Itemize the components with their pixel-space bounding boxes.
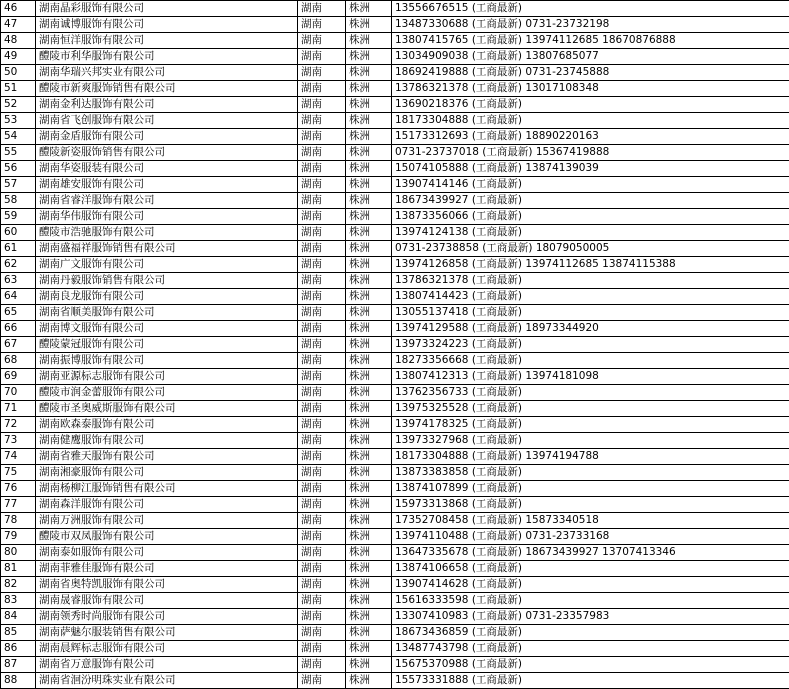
city-cell: 株洲 <box>346 65 392 81</box>
table-row[interactable] <box>1 465 789 481</box>
company-name-cell: 醴陵市圣奥威斯服饰有限公司 <box>36 401 298 417</box>
phone-cell: 13975325528 (工商最新) <box>392 401 789 417</box>
company-name-cell: 湖南金利达服饰有限公司 <box>36 97 298 113</box>
company-name-cell: 湖南省奥特凯服饰有限公司 <box>36 577 298 593</box>
phone-cell: 13487743798 (工商最新) <box>392 641 789 657</box>
city-cell: 株洲 <box>346 433 392 449</box>
province-cell: 湖南 <box>298 225 346 241</box>
table-row[interactable] <box>1 161 789 177</box>
city-cell: 株洲 <box>346 497 392 513</box>
phone-cell: 17352708458 (工商最新) 15873340518 <box>392 513 789 529</box>
phone-cell: 13786321378 (工商最新) <box>392 273 789 289</box>
row-number-cell: 52 <box>1 97 36 113</box>
row-number-cell: 84 <box>1 609 36 625</box>
table-row[interactable] <box>1 497 789 513</box>
row-number-cell: 75 <box>1 465 36 481</box>
province-cell: 湖南 <box>298 81 346 97</box>
city-cell: 株洲 <box>346 129 392 145</box>
phone-cell: 13874106658 (工商最新) <box>392 561 789 577</box>
row-number-cell: 46 <box>1 1 36 17</box>
province-cell: 湖南 <box>298 289 346 305</box>
table-row[interactable] <box>1 481 789 497</box>
table-row[interactable] <box>1 433 789 449</box>
province-cell: 湖南 <box>298 545 346 561</box>
city-cell: 株洲 <box>346 17 392 33</box>
city-cell: 株洲 <box>346 177 392 193</box>
province-cell: 湖南 <box>298 337 346 353</box>
company-name-cell: 湖南省睿洋服饰有限公司 <box>36 193 298 209</box>
company-name-cell: 湖南省雅天服饰有限公司 <box>36 449 298 465</box>
province-cell: 湖南 <box>298 209 346 225</box>
phone-cell: 13307410983 (工商最新) 0731-23357983 <box>392 609 789 625</box>
phone-cell: 13973324223 (工商最新) <box>392 337 789 353</box>
city-cell: 株洲 <box>346 321 392 337</box>
city-cell: 株洲 <box>346 529 392 545</box>
city-cell: 株洲 <box>346 657 392 673</box>
phone-cell: 13873356066 (工商最新) <box>392 209 789 225</box>
province-cell: 湖南 <box>298 129 346 145</box>
row-number-cell: 77 <box>1 497 36 513</box>
phone-cell: 18173304888 (工商最新) <box>392 113 789 129</box>
city-cell: 株洲 <box>346 161 392 177</box>
phone-cell: 18273356668 (工商最新) <box>392 353 789 369</box>
company-name-cell: 醴陵蒙冠服饰有限公司 <box>36 337 298 353</box>
phone-cell: 13974126858 (工商最新) 13974112685 13874115388 <box>392 257 789 273</box>
city-cell: 株洲 <box>346 417 392 433</box>
company-name-cell: 湖南菲雅佳服饰有限公司 <box>36 561 298 577</box>
province-cell: 湖南 <box>298 577 346 593</box>
company-name-cell: 醴陵市双凤服饰有限公司 <box>36 529 298 545</box>
city-cell: 株洲 <box>346 353 392 369</box>
phone-cell: 18692419888 (工商最新) 0731-23745888 <box>392 65 789 81</box>
row-number-cell: 72 <box>1 417 36 433</box>
province-cell: 湖南 <box>298 369 346 385</box>
table-row[interactable] <box>1 337 789 353</box>
company-name-cell: 湖南晨辉标志服饰有限公司 <box>36 641 298 657</box>
table-row[interactable] <box>1 113 789 129</box>
city-cell: 株洲 <box>346 369 392 385</box>
row-number-cell: 79 <box>1 529 36 545</box>
company-name-cell: 湖南良龙服饰有限公司 <box>36 289 298 305</box>
company-name-cell: 醴陵市浩驰服饰有限公司 <box>36 225 298 241</box>
table-row[interactable] <box>1 49 789 65</box>
company-name-cell: 湖南省顺美服饰有限公司 <box>36 305 298 321</box>
company-name-cell: 醴陵市新爽服饰销售有限公司 <box>36 81 298 97</box>
row-number-cell: 49 <box>1 49 36 65</box>
city-cell: 株洲 <box>346 561 392 577</box>
row-number-cell: 76 <box>1 481 36 497</box>
company-name-cell: 湖南领秀时尚服饰有限公司 <box>36 609 298 625</box>
table-row[interactable] <box>1 241 789 257</box>
province-cell: 湖南 <box>298 417 346 433</box>
company-name-cell: 湖南恒洋服饰有限公司 <box>36 33 298 49</box>
city-cell: 株洲 <box>346 257 392 273</box>
row-number-cell: 56 <box>1 161 36 177</box>
province-cell: 湖南 <box>298 97 346 113</box>
city-cell: 株洲 <box>346 81 392 97</box>
city-cell: 株洲 <box>346 593 392 609</box>
row-number-cell: 82 <box>1 577 36 593</box>
phone-cell: 13907414146 (工商最新) <box>392 177 789 193</box>
company-name-cell: 湖南丹毅服饰销售有限公司 <box>36 273 298 289</box>
city-cell: 株洲 <box>346 625 392 641</box>
province-cell: 湖南 <box>298 33 346 49</box>
company-name-cell: 醴陵新姿服饰销售有限公司 <box>36 145 298 161</box>
company-name-cell: 湖南晟睿服饰有限公司 <box>36 593 298 609</box>
city-cell: 株洲 <box>346 481 392 497</box>
city-cell: 株洲 <box>346 49 392 65</box>
company-name-cell: 湖南雄安服饰有限公司 <box>36 177 298 193</box>
phone-cell: 13647335678 (工商最新) 18673439927 13707413346 <box>392 545 789 561</box>
city-cell: 株洲 <box>346 577 392 593</box>
province-cell: 湖南 <box>298 145 346 161</box>
phone-cell: 13874107899 (工商最新) <box>392 481 789 497</box>
table-row[interactable] <box>1 65 789 81</box>
province-cell: 湖南 <box>298 497 346 513</box>
city-cell: 株洲 <box>346 513 392 529</box>
row-number-cell: 55 <box>1 145 36 161</box>
row-number-cell: 66 <box>1 321 36 337</box>
province-cell: 湖南 <box>298 17 346 33</box>
province-cell: 湖南 <box>298 241 346 257</box>
city-cell: 株洲 <box>346 1 392 17</box>
city-cell: 株洲 <box>346 225 392 241</box>
row-number-cell: 48 <box>1 33 36 49</box>
province-cell: 湖南 <box>298 625 346 641</box>
company-name-cell: 湖南振博服饰有限公司 <box>36 353 298 369</box>
table-row[interactable] <box>1 257 789 273</box>
company-name-cell: 醴陵市润金蕾服饰有限公司 <box>36 385 298 401</box>
row-number-cell: 86 <box>1 641 36 657</box>
city-cell: 株洲 <box>346 385 392 401</box>
phone-cell: 15973313868 (工商最新) <box>392 497 789 513</box>
table-row[interactable] <box>1 625 789 641</box>
phone-cell: 18673439927 (工商最新) <box>392 193 789 209</box>
province-cell: 湖南 <box>298 465 346 481</box>
row-number-cell: 59 <box>1 209 36 225</box>
province-cell: 湖南 <box>298 257 346 273</box>
phone-cell: 13487330688 (工商最新) 0731-23732198 <box>392 17 789 33</box>
table-row[interactable] <box>1 273 789 289</box>
city-cell: 株洲 <box>346 545 392 561</box>
city-cell: 株洲 <box>346 273 392 289</box>
table-row[interactable] <box>1 673 789 689</box>
table-row[interactable] <box>1 657 789 673</box>
company-name-cell: 湖南诚博服饰有限公司 <box>36 17 298 33</box>
province-cell: 湖南 <box>298 353 346 369</box>
phone-cell: 0731-23737018 (工商最新) 15367419888 <box>392 145 789 161</box>
province-cell: 湖南 <box>298 657 346 673</box>
company-name-cell: 湖南金盾服饰有限公司 <box>36 129 298 145</box>
row-number-cell: 88 <box>1 673 36 689</box>
province-cell: 湖南 <box>298 513 346 529</box>
row-number-cell: 65 <box>1 305 36 321</box>
province-cell: 湖南 <box>298 161 346 177</box>
table-row[interactable] <box>1 561 789 577</box>
table-row[interactable] <box>1 385 789 401</box>
phone-cell: 18173304888 (工商最新) 13974194788 <box>392 449 789 465</box>
phone-cell: 13974124138 (工商最新) <box>392 225 789 241</box>
table-row[interactable] <box>1 545 789 561</box>
company-name-cell: 湖南盛福祥服饰销售有限公司 <box>36 241 298 257</box>
city-cell: 株洲 <box>346 289 392 305</box>
table-row[interactable] <box>1 17 789 33</box>
phone-cell: 13974110488 (工商最新) 0731-23733168 <box>392 529 789 545</box>
phone-cell: 13786321378 (工商最新) 13017108348 <box>392 81 789 97</box>
city-cell: 株洲 <box>346 193 392 209</box>
company-name-cell: 湖南华姿服装有限公司 <box>36 161 298 177</box>
province-cell: 湖南 <box>298 1 346 17</box>
city-cell: 株洲 <box>346 449 392 465</box>
company-name-cell: 湖南健鹰服饰有限公司 <box>36 433 298 449</box>
row-number-cell: 87 <box>1 657 36 673</box>
company-name-cell: 湖南省万意服饰有限公司 <box>36 657 298 673</box>
row-number-cell: 51 <box>1 81 36 97</box>
city-cell: 株洲 <box>346 113 392 129</box>
row-number-cell: 57 <box>1 177 36 193</box>
province-cell: 湖南 <box>298 481 346 497</box>
province-cell: 湖南 <box>298 401 346 417</box>
row-number-cell: 54 <box>1 129 36 145</box>
row-number-cell: 80 <box>1 545 36 561</box>
phone-cell: 13762356733 (工商最新) <box>392 385 789 401</box>
province-cell: 湖南 <box>298 177 346 193</box>
row-number-cell: 71 <box>1 401 36 417</box>
phone-cell: 13907414628 (工商最新) <box>392 577 789 593</box>
province-cell: 湖南 <box>298 433 346 449</box>
table-row[interactable] <box>1 641 789 657</box>
table-row[interactable] <box>1 321 789 337</box>
company-name-cell: 湖南欧森泰服饰有限公司 <box>36 417 298 433</box>
province-cell: 湖南 <box>298 305 346 321</box>
phone-cell: 13690218376 (工商最新) <box>392 97 789 113</box>
province-cell: 湖南 <box>298 65 346 81</box>
city-cell: 株洲 <box>346 145 392 161</box>
table-row[interactable] <box>1 401 789 417</box>
province-cell: 湖南 <box>298 49 346 65</box>
row-number-cell: 85 <box>1 625 36 641</box>
table-row[interactable] <box>1 209 789 225</box>
row-number-cell: 53 <box>1 113 36 129</box>
row-number-cell: 70 <box>1 385 36 401</box>
company-name-cell: 醴陵市利华服饰有限公司 <box>36 49 298 65</box>
province-cell: 湖南 <box>298 385 346 401</box>
company-name-cell: 湖南华伟服饰有限公司 <box>36 209 298 225</box>
table-row[interactable] <box>1 225 789 241</box>
province-cell: 湖南 <box>298 529 346 545</box>
row-number-cell: 60 <box>1 225 36 241</box>
company-name-cell: 湖南杨柳江服饰销售有限公司 <box>36 481 298 497</box>
city-cell: 株洲 <box>346 465 392 481</box>
phone-cell: 0731-23738858 (工商最新) 18079050005 <box>392 241 789 257</box>
table-row[interactable] <box>1 1 789 17</box>
province-cell: 湖南 <box>298 641 346 657</box>
city-cell: 株洲 <box>346 337 392 353</box>
city-cell: 株洲 <box>346 401 392 417</box>
company-name-cell: 湖南万洲服饰有限公司 <box>36 513 298 529</box>
phone-cell: 15616333598 (工商最新) <box>392 593 789 609</box>
city-cell: 株洲 <box>346 641 392 657</box>
company-name-cell: 湖南博文服饰有限公司 <box>36 321 298 337</box>
phone-cell: 15173312693 (工商最新) 18890220163 <box>392 129 789 145</box>
company-name-cell: 湖南萨魅尔服装销售有限公司 <box>36 625 298 641</box>
phone-cell: 13974178325 (工商最新) <box>392 417 789 433</box>
row-number-cell: 69 <box>1 369 36 385</box>
company-name-cell: 湖南湘豪服饰有限公司 <box>36 465 298 481</box>
row-number-cell: 50 <box>1 65 36 81</box>
table-row[interactable] <box>1 369 789 385</box>
table-row[interactable] <box>1 529 789 545</box>
phone-cell: 15074105888 (工商最新) 13874139039 <box>392 161 789 177</box>
phone-cell: 13807412313 (工商最新) 13974181098 <box>392 369 789 385</box>
phone-cell: 13807415765 (工商最新) 13974112685 18670876888 <box>392 33 789 49</box>
phone-cell: 13055137418 (工商最新) <box>392 305 789 321</box>
company-name-cell: 湖南森洋服饰有限公司 <box>36 497 298 513</box>
table-row[interactable] <box>1 593 789 609</box>
table-row[interactable] <box>1 145 789 161</box>
row-number-cell: 47 <box>1 17 36 33</box>
row-number-cell: 68 <box>1 353 36 369</box>
province-cell: 湖南 <box>298 273 346 289</box>
company-name-cell: 湖南泰如服饰有限公司 <box>36 545 298 561</box>
phone-cell: 15675370988 (工商最新) <box>392 657 789 673</box>
row-number-cell: 61 <box>1 241 36 257</box>
row-number-cell: 83 <box>1 593 36 609</box>
table-row[interactable] <box>1 97 789 113</box>
row-number-cell: 81 <box>1 561 36 577</box>
table-row[interactable] <box>1 33 789 49</box>
province-cell: 湖南 <box>298 673 346 689</box>
table-row[interactable] <box>1 577 789 593</box>
province-cell: 湖南 <box>298 609 346 625</box>
row-number-cell: 58 <box>1 193 36 209</box>
province-cell: 湖南 <box>298 193 346 209</box>
table-row[interactable] <box>1 305 789 321</box>
phone-cell: 15573331888 (工商最新) <box>392 673 789 689</box>
city-cell: 株洲 <box>346 97 392 113</box>
table-row[interactable] <box>1 449 789 465</box>
city-cell: 株洲 <box>346 305 392 321</box>
table-row[interactable] <box>1 129 789 145</box>
phone-cell: 13807414423 (工商最新) <box>392 289 789 305</box>
row-number-cell: 67 <box>1 337 36 353</box>
table-row[interactable] <box>1 193 789 209</box>
province-cell: 湖南 <box>298 113 346 129</box>
province-cell: 湖南 <box>298 561 346 577</box>
phone-cell: 13974129588 (工商最新) 18973344920 <box>392 321 789 337</box>
row-number-cell: 74 <box>1 449 36 465</box>
phone-cell: 13556676515 (工商最新) <box>392 1 789 17</box>
city-cell: 株洲 <box>346 609 392 625</box>
table-row[interactable] <box>1 81 789 97</box>
row-number-cell: 63 <box>1 273 36 289</box>
province-cell: 湖南 <box>298 449 346 465</box>
table-row[interactable] <box>1 177 789 193</box>
table-row[interactable] <box>1 609 789 625</box>
company-name-cell: 湖南亚源标志服饰有限公司 <box>36 369 298 385</box>
phone-cell: 13873383858 (工商最新) <box>392 465 789 481</box>
company-name-cell: 湖南广文服饰有限公司 <box>36 257 298 273</box>
company-name-cell: 湖南省飞创服饰有限公司 <box>36 113 298 129</box>
table-row[interactable] <box>1 513 789 529</box>
row-number-cell: 73 <box>1 433 36 449</box>
table-row[interactable] <box>1 289 789 305</box>
province-cell: 湖南 <box>298 321 346 337</box>
company-name-cell: 湖南晶彩服饰有限公司 <box>36 1 298 17</box>
table-row[interactable] <box>1 353 789 369</box>
phone-cell: 13973327968 (工商最新) <box>392 433 789 449</box>
row-number-cell: 78 <box>1 513 36 529</box>
table-body <box>1 1 789 689</box>
row-number-cell: 64 <box>1 289 36 305</box>
city-cell: 株洲 <box>346 241 392 257</box>
phone-cell: 13034909038 (工商最新) 13807685077 <box>392 49 789 65</box>
row-number-cell: 62 <box>1 257 36 273</box>
province-cell: 湖南 <box>298 593 346 609</box>
company-name-cell: 湖南省洄汾明珠实业有限公司 <box>36 673 298 689</box>
phone-cell: 18673436859 (工商最新) <box>392 625 789 641</box>
city-cell: 株洲 <box>346 33 392 49</box>
company-name-cell: 湖南华瑞兴邦实业有限公司 <box>36 65 298 81</box>
table-row[interactable] <box>1 417 789 433</box>
city-cell: 株洲 <box>346 209 392 225</box>
city-cell: 株洲 <box>346 673 392 689</box>
